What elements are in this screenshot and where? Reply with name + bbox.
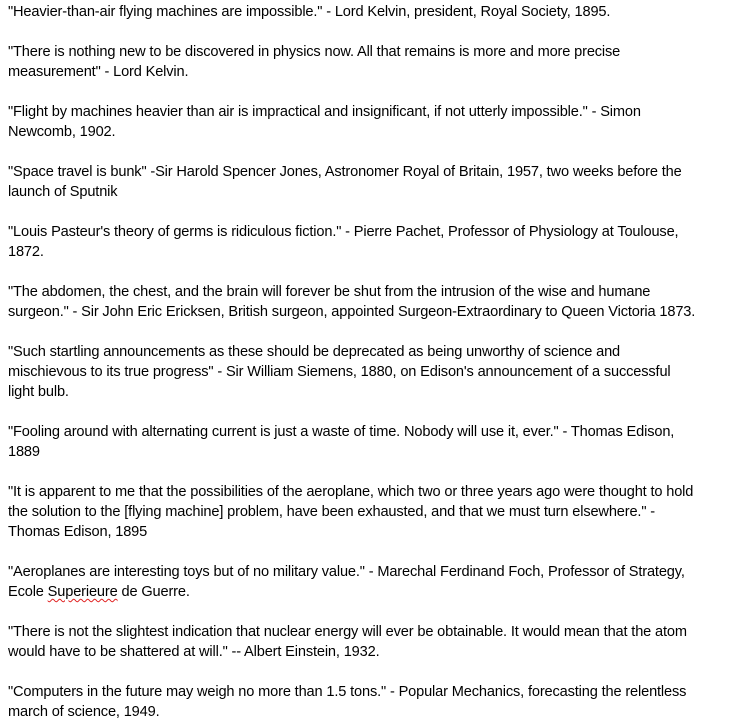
quote-text: "Louis Pasteur's theory of germs is ridiculous fiction." - Pierre Pachet, Professor of Physiology at Toulouse, 1872. <box>8 224 679 260</box>
quote-text: "It is apparent to me that the possibilities of the aeroplane, which two or three years ago were thought to hold the solution to the [flying machine] problem, have been exhausted, and that we must turn elsewhere." - Thomas Edison, 1895 <box>8 484 694 540</box>
quote-text: "Flight by machines heavier than air is impractical and insignificant, if not utterly impossible." - Simon Newcomb, 1902. <box>8 104 641 140</box>
quote-paragraph <box>8 282 740 322</box>
quote-text: "Such startling announcements as these should be deprecated as being unworthy of science and mischievous to its true progress" - Sir William Siemens, 1880, on Edison's announcement of a successful light bulb. <box>8 344 671 400</box>
quote-text: "The abdomen, the chest, and the brain will forever be shut from the intrusion of the wise and humane surgeon." - Sir John Eric Ericksen, British surgeon, appointed Surgeon-Extraordinary to Queen Victoria 1873. <box>8 284 696 320</box>
quote-paragraph <box>8 102 740 142</box>
quote-paragraph <box>8 342 740 402</box>
quote-paragraph <box>8 222 740 262</box>
quote-text: "There is nothing new to be discovered in physics now. All that remains is more and more precise measurement" - Lord Kelvin. <box>8 44 621 80</box>
quote-paragraph <box>8 422 740 462</box>
quote-paragraph <box>8 682 740 722</box>
quote-paragraph <box>8 2 740 22</box>
misspelled-word[interactable]: Superieure <box>47 584 118 600</box>
quote-paragraph <box>8 622 740 662</box>
quote-paragraph <box>8 162 740 202</box>
quote-text: "Computers in the future may weigh no more than 1.5 tons." - Popular Mechanics, forecasting the relentless march of science, 1949. <box>8 684 687 720</box>
quote-paragraph <box>8 42 740 82</box>
quote-text: "Space travel is bunk" -Sir Harold Spencer Jones, Astronomer Royal of Britain, 1957, two weeks before the launch of Sputnik <box>8 164 682 200</box>
quote-text: de Guerre. <box>117 584 190 600</box>
quote-text: "There is not the slightest indication that nuclear energy will ever be obtainable. It would mean that the atom would have to be shattered at will." -- Albert Einstein, 1932. <box>8 624 687 660</box>
quote-paragraph <box>8 562 740 602</box>
quote-text: "Heavier-than-air flying machines are impossible." - Lord Kelvin, president, Royal Society, 1895. <box>8 4 611 20</box>
quote-text: "Fooling around with alternating current is just a waste of time. Nobody will use it, ever." - Thomas Edison, 1889 <box>8 424 675 460</box>
quote-text: "Aeroplanes are interesting toys but of no military value." - Marechal Ferdinand Foch, Professor of Strategy, Ecole <box>8 564 685 600</box>
quote-paragraph <box>8 482 740 542</box>
